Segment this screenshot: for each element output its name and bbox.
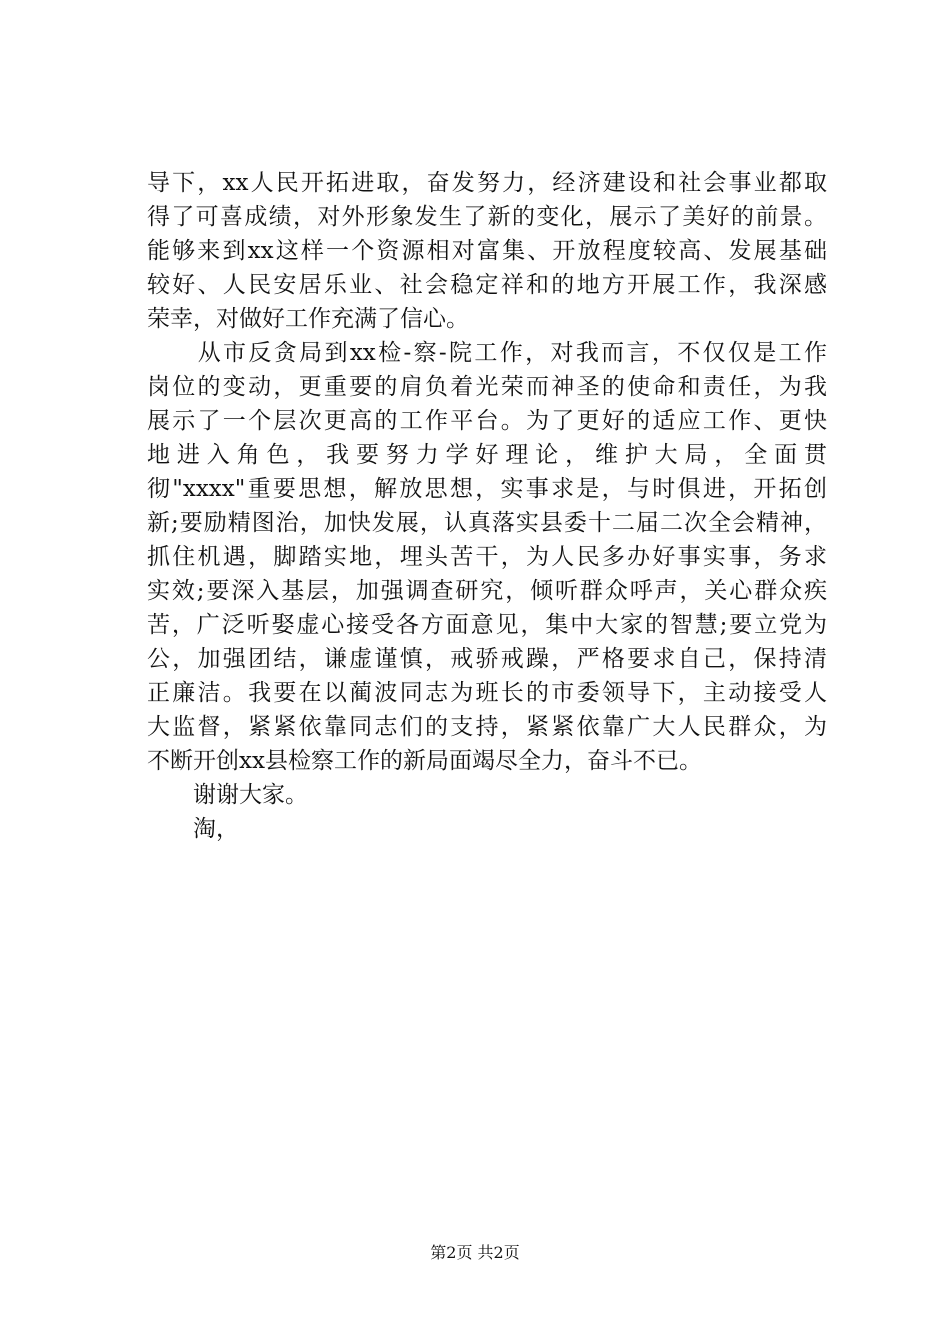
text-line: 地进入角色，我要努力学好理论，维护大局，全面贯 [147, 442, 827, 468]
text-line: 岗位的变动，更重要的肩负着光荣而神圣的使命和责任，为我 [147, 374, 827, 400]
text-line: 公，加强团结，谦虚谨慎，戒骄戒躁，严格要求自己，保持清 [147, 646, 827, 672]
text-line: 正廉洁。我要在以蔺波同志为班长的市委领导下，主动接受人 [147, 680, 827, 706]
text-line: 实效;要深入基层，加强调查研究，倾听群众呼声，关心群众疾 [147, 578, 827, 604]
text-line: 彻"xxxx"重要思想，解放思想，实事求是，与时俱进，开拓创 [147, 476, 827, 502]
text-line: 苦，广泛听娶虚心接受各方面意见，集中大家的智慧;要立党为 [147, 612, 827, 638]
text-line: 展示了一个层次更高的工作平台。为了更好的适应工作、更快 [147, 408, 827, 434]
text-line: 新;要励精图治，加快发展，认真落实县委十二届二次全会精神， [147, 510, 827, 536]
text-line: 较好、人民安居乐业、社会稳定祥和的地方开展工作，我深感 [147, 272, 827, 298]
text-line: 不断开创xx县检察工作的新局面竭尽全力，奋斗不已。 [147, 748, 702, 774]
text-line: 荣幸，对做好工作充满了信心。 [147, 306, 469, 332]
text-line: 谢谢大家。 [147, 782, 308, 808]
text-line: 抓住机遇，脚踏实地，埋头苦干，为人民多办好事实事，务求 [147, 544, 827, 570]
text-line: 淘， [147, 816, 239, 842]
document-body [147, 166, 827, 846]
text-line: 大监督，紧紧依靠同志们的支持，紧紧依靠广大人民群众，为 [147, 714, 827, 740]
text-line: 从市反贪局到xx检-察-院工作，对我而言，不仅仅是工作 [147, 340, 827, 366]
text-line: 能够来到xx这样一个资源相对富集、开放程度较高、发展基础 [147, 238, 827, 264]
text-line: 得了可喜成绩，对外形象发生了新的变化，展示了美好的前景。 [147, 204, 827, 230]
page-number: 第2页 共2页 [430, 1243, 520, 1262]
text-line: 导下，xx人民开拓进取，奋发努力，经济建设和社会事业都取 [147, 170, 827, 196]
